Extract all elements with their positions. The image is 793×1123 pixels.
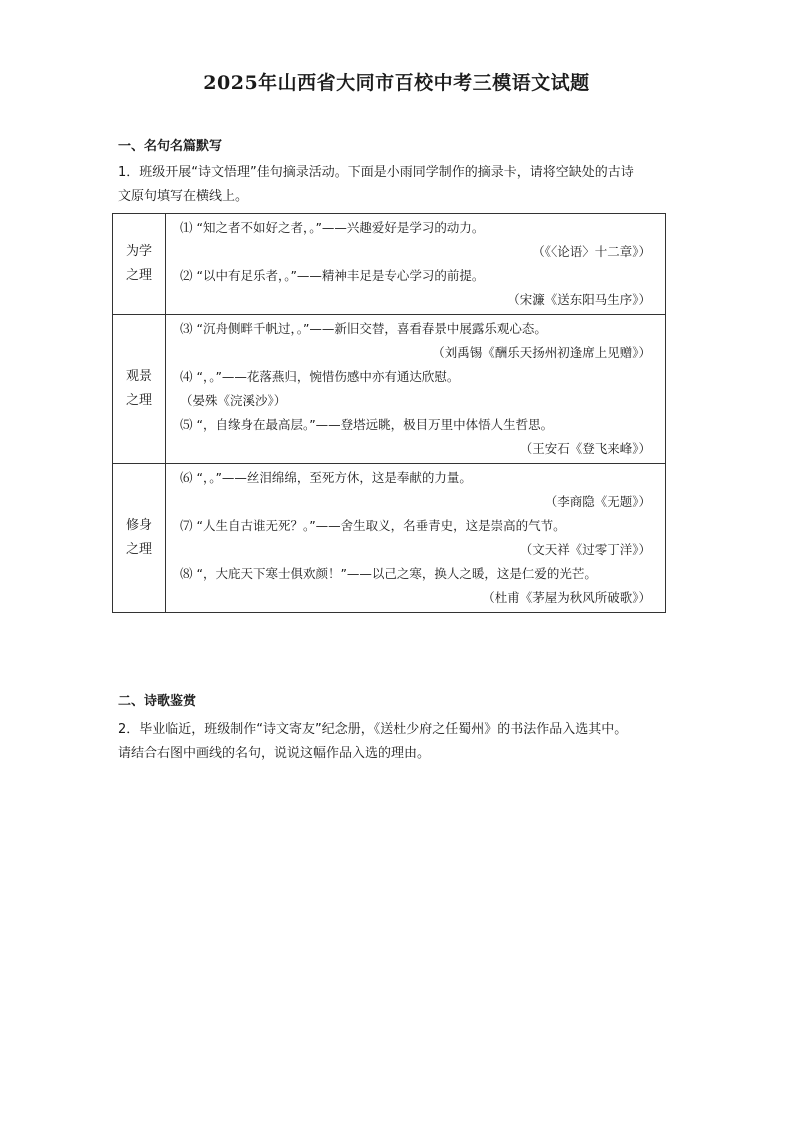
section-heading-1: 一、名句名篇默写 [118,139,223,154]
question-1 [118,161,678,209]
poem-line-1: ⑴ “知之者不如好之者，。”——兴趣爱好是学习的动力。 [180,220,485,235]
section-heading-2: 二、诗歌鉴赏 [118,694,197,709]
poem-line-5: ⑸ “，自缘身在最高层。”——登塔远眺，极目万里中体悟人生哲思。 [180,417,554,432]
poem-source-4: （晏殊《浣溪沙》） [180,393,287,408]
poem-source-5: （王安石《登飞来峰》） [519,441,651,456]
poem-source-7: （文天祥《过零丁洋》） [519,542,651,557]
lines-cell-3 [166,464,666,613]
poem-source-6: （李商隐《无题》） [544,494,651,509]
table-row-group-3 [113,464,666,613]
poem-line-2: ⑵ “以中有足乐者，。”——精神丰足是专心学习的前提。 [180,268,485,283]
category-cell-3 [113,464,166,613]
poem-source-1: （《〈论语〉十二章》） [532,244,651,259]
table-row-group-1 [113,214,666,315]
question-2 [118,718,678,766]
category-label-line-2: 之理 [125,268,152,283]
category-label-line-2: 之理 [125,542,152,557]
category-label-line-2: 之理 [125,393,152,408]
lines-cell-1 [166,214,666,315]
question-2-line-2: 请结合右图中画线的名句，说说这幅作品入选的理由。 [118,746,431,761]
excerpt-table [112,213,666,613]
poem-source-8: （杜甫《茅屋为秋风所破歌》） [482,590,651,605]
page-title: 2025年山西省大同市百校中考三模语文试题 [203,72,590,94]
category-label-line-1: 为学 [125,244,152,259]
poem-line-3: ⑶ “沉舟侧畔千帆过，。”——新旧交替，喜看春景中展露乐观心态。 [180,321,547,336]
question-1-line-2: 文原句填写在横线上。 [118,189,249,204]
table-row-group-2 [113,315,666,464]
category-label-line-1: 修身 [125,518,152,533]
category-label-line-1: 观景 [125,369,152,384]
category-cell-2 [113,315,166,464]
poem-line-6: ⑹ “，。”——丝泪绵绵，至死方休，这是奉献的力量。 [180,470,472,485]
poem-line-7: ⑺ “人生自古谁无死？。”——舍生取义，名垂青史，这是崇高的气节。 [180,518,566,533]
lines-cell-2 [166,315,666,464]
poem-line-4: ⑷ “，。”——花落燕归，惋惜伤感中亦有通达欣慰。 [180,369,460,384]
poem-source-3: （刘禹锡《酬乐天扬州初逢席上见赠》） [432,345,651,360]
question-2-line-1: 2．毕业临近，班级制作“诗文寄友”纪念册，《送杜少府之任蜀州》的书法作品入选其中。 [118,722,628,737]
question-1-line-1: 1．班级开展“诗文悟理”佳句摘录活动。下面是小雨同学制作的摘录卡，请将空缺处的古诗 [118,165,634,180]
poem-source-2: （宋濂《送东阳马生序》） [507,292,651,307]
category-cell-1 [113,214,166,315]
poem-line-8: ⑻ “，大庇天下寒士俱欢颜！”——以己之寒，换人之暖，这是仁爱的光芒。 [180,566,597,581]
